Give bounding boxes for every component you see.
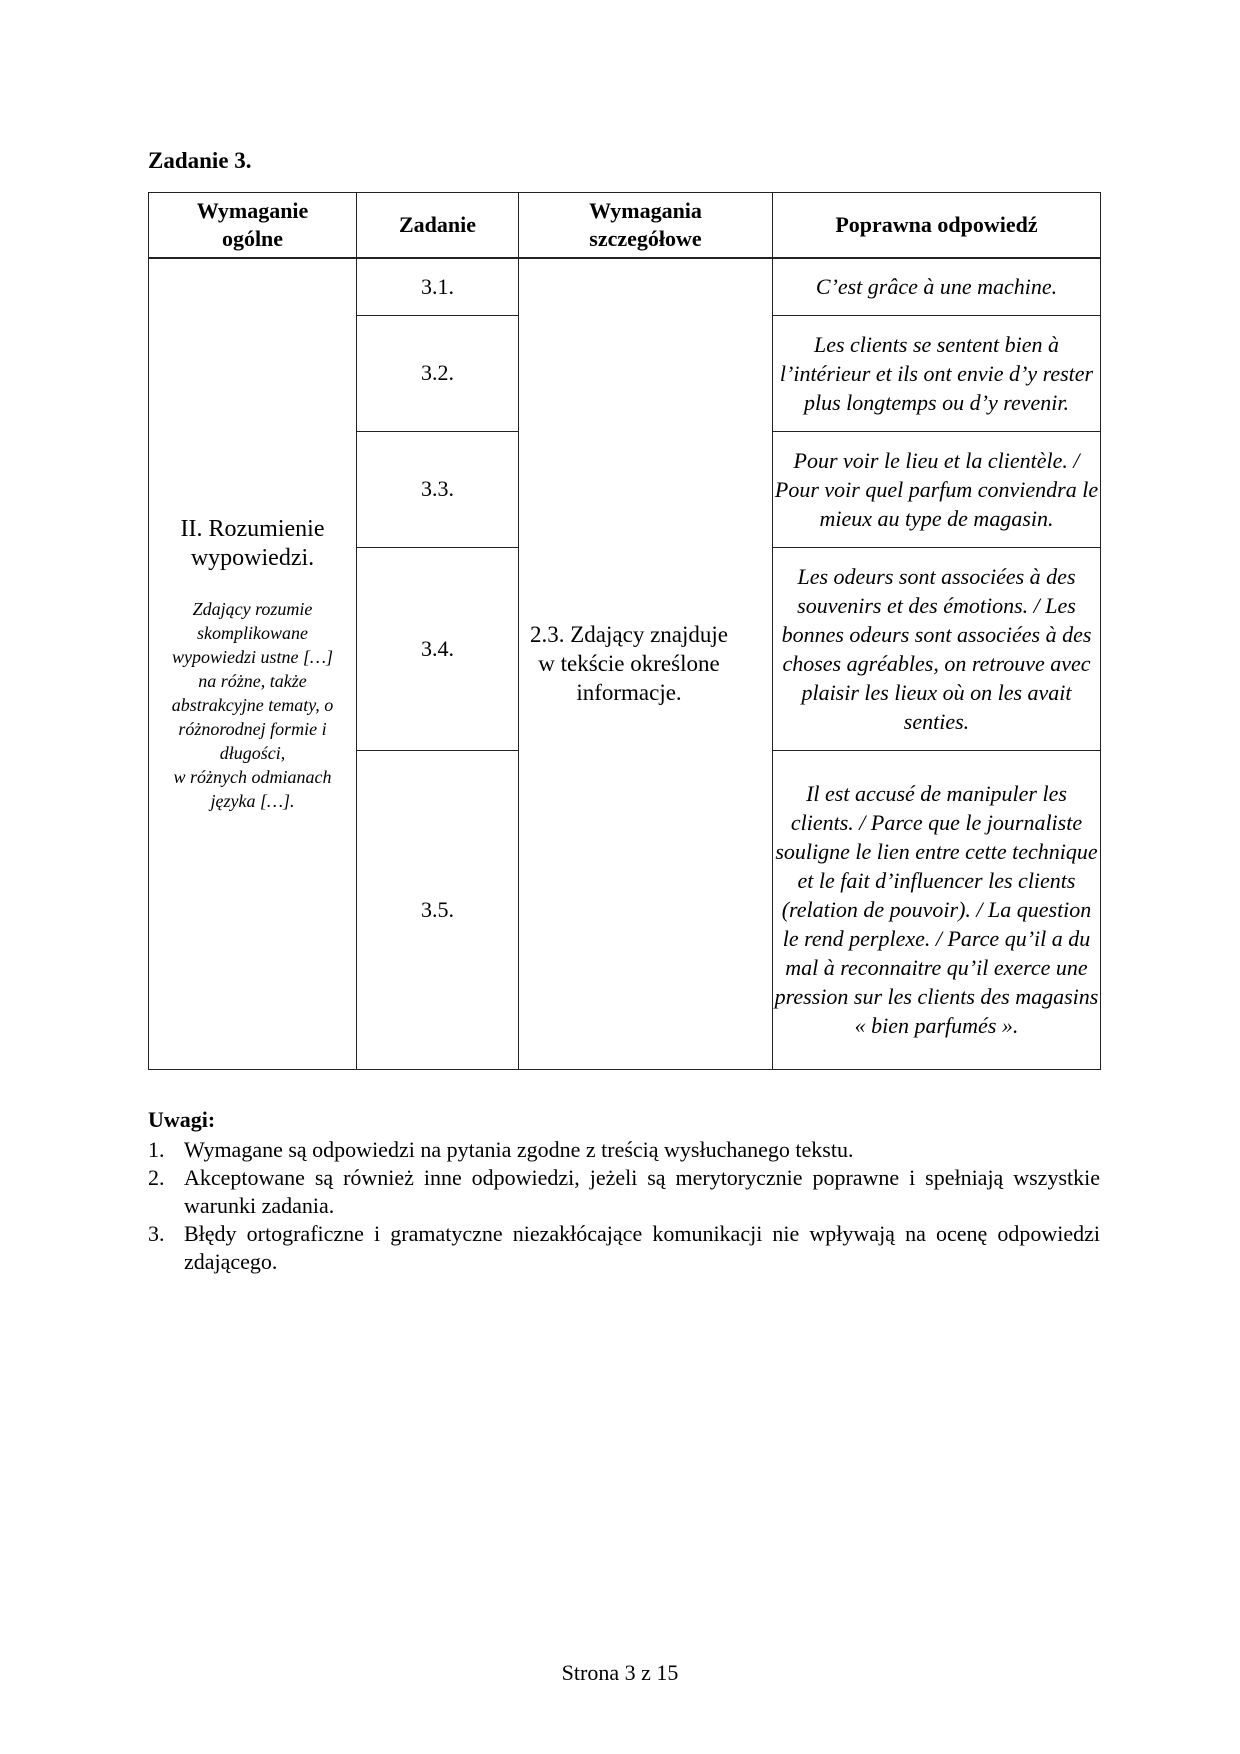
header-general-text: Wymaganie ogólne <box>196 198 309 251</box>
header-specific-requirements <box>519 193 773 259</box>
answer-cell: C’est grâce à une machine. <box>773 258 1101 315</box>
task-number-cell: 3.5. <box>357 750 519 1069</box>
header-general-requirement <box>149 193 357 259</box>
desc-line: skomplikowane <box>197 622 308 643</box>
desc-line: Zdający rozumie <box>192 598 313 619</box>
list-item <box>148 1164 1100 1220</box>
desc-line: na różne, także <box>198 670 307 691</box>
list-item <box>148 1220 1100 1276</box>
note-number: 3. <box>148 1221 165 1246</box>
answer-key-table <box>148 192 1101 1070</box>
general-requirement-main <box>149 515 356 573</box>
desc-line: języka […]. <box>210 790 295 811</box>
desc-line: długości, <box>219 742 286 763</box>
desc-line: wypowiedzi ustne […] <box>171 646 333 667</box>
notes-list <box>148 1136 1100 1276</box>
answer-cell: Les odeurs sont associées à des souvenirs et des émotions. / Les bonnes odeurs sont associées à des choses agréables, on retrouve avec plaisir les lieux où on les avait senties. <box>773 547 1101 750</box>
task-number-cell: 3.4. <box>357 547 519 750</box>
list-item <box>148 1136 1100 1164</box>
task-title: Zadanie 3. <box>148 148 252 173</box>
notes-section <box>148 1106 1100 1276</box>
note-text: Akceptowane są również inne odpowiedzi, jeżeli są merytorycznie poprawne i spełniają wszystkie warunki zadania. <box>184 1165 1100 1218</box>
general-requirement-main-text: II. Rozumienie wypowiedzi. <box>180 515 325 571</box>
table-header-row <box>149 193 1101 259</box>
task-number-cell: 3.3. <box>357 431 519 547</box>
table-row <box>149 258 1101 315</box>
answer-cell: Il est accusé de manipuler les clients. / Parce que le journaliste souligne le lien entre cette technique et le fait d’influencer les clients (relation de pouvoir). / La question le rend perplexe. / Parce qu’il a du mal à reconnaitre qu’il exerce une pression sur les clients des magasins « bien parfumés ». <box>773 750 1101 1069</box>
header-specific-text: Wymagania szczegółowe <box>589 198 702 251</box>
task-number-cell: 3.1. <box>357 258 519 315</box>
answer-cell: Les clients se sentent bien à l’intérieur et ils ont envie d’y rester plus longtemps ou d’y revenir. <box>773 315 1101 431</box>
note-text: Wymagane są odpowiedzi na pytania zgodne z treścią wysłuchanego tekstu. <box>184 1137 854 1162</box>
desc-line: abstrakcyjne tematy, o <box>171 694 334 715</box>
general-requirement-description <box>149 597 356 813</box>
general-requirement-cell <box>149 258 357 1069</box>
header-task: Zadanie <box>357 193 519 259</box>
header-correct-answer: Poprawna odpowiedź <box>773 193 1101 259</box>
page-footer: Strona 3 z 15 <box>561 1660 679 1685</box>
answer-cell: Pour voir le lieu et la clientèle. / Pour voir quel parfum conviendra le mieux au type de magasin. <box>773 431 1101 547</box>
note-number: 1. <box>148 1137 165 1162</box>
desc-line: różnorodnej formie i <box>178 718 327 739</box>
task-number-cell: 3.2. <box>357 315 519 431</box>
specific-requirement-text: 2.3. Zdający znajduje w tekście określone informacje. <box>530 622 728 706</box>
desc-line: w różnych odmianach <box>173 766 332 787</box>
specific-requirement-cell <box>519 258 773 1069</box>
note-text: Błędy ortograficzne i gramatyczne niezakłócające komunikacji nie wpływają na ocenę odpowiedzi zdającego. <box>184 1221 1100 1274</box>
note-number: 2. <box>148 1165 165 1190</box>
notes-title: Uwagi: <box>148 1107 216 1132</box>
